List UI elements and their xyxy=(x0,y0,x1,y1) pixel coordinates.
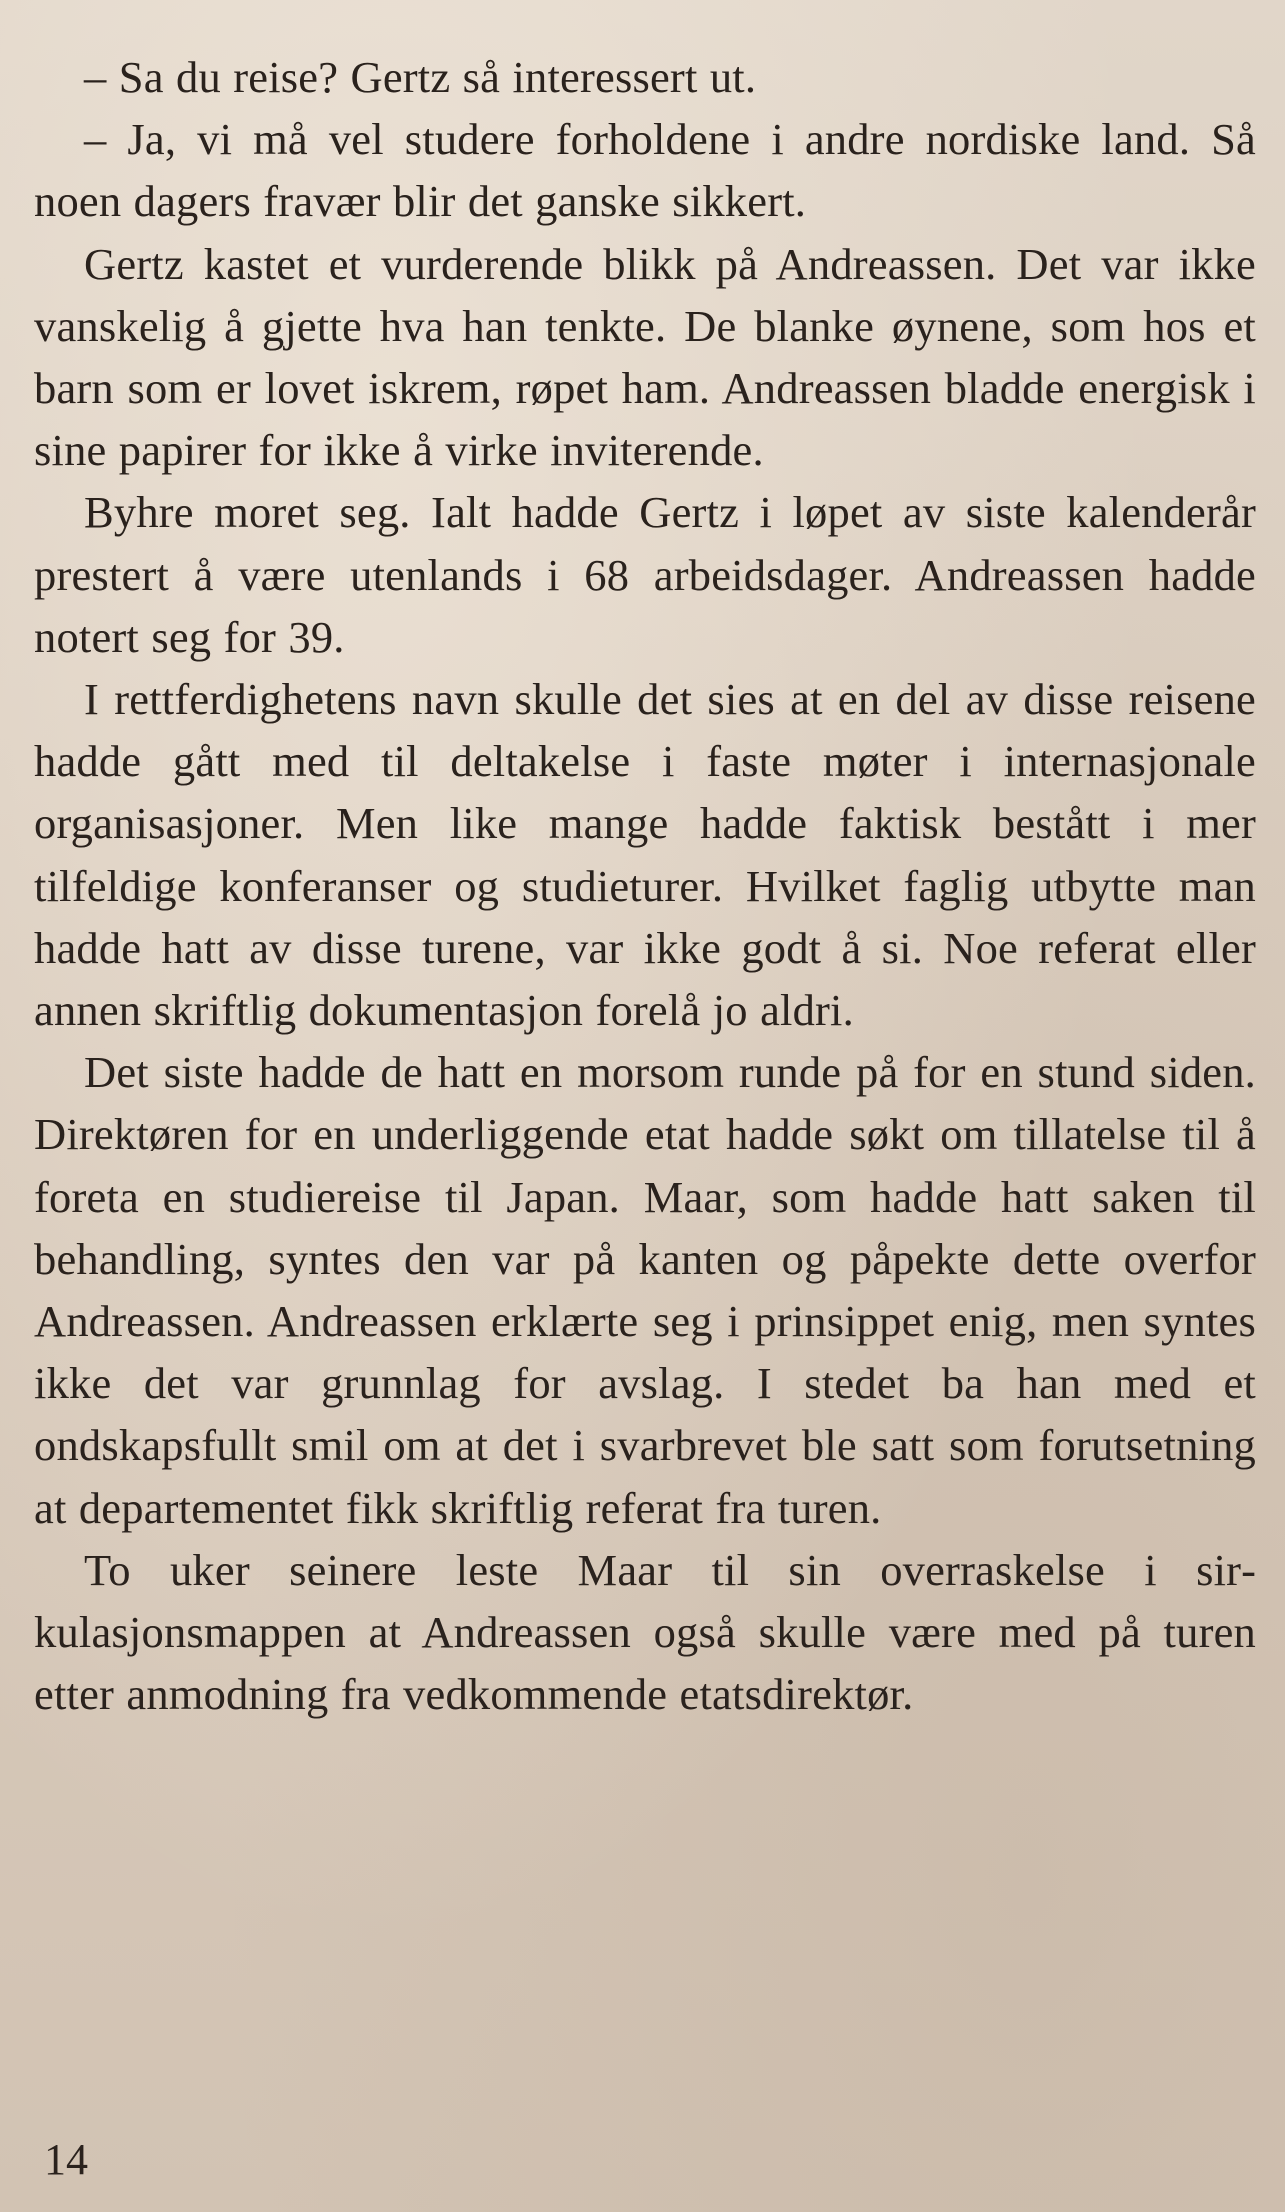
paragraph-3: Gertz kastet et vurderende blikk på Andreassen. Det var ikke vanskelig å gjette hva han tenkte. De blanke øynene, som hos et barn som er lovet iskrem, røpet ham. Andreassen bladde energisk i sine papirer for ikke å virke inviterende. xyxy=(34,238,1256,476)
paragraph-2: – Ja, vi må vel studere forholdene i andre nordiske land. Så noen dagers fravær blir det ganske sikkert. xyxy=(34,114,1256,227)
paragraph-1: – Sa du reise? Gertz så interessert ut. xyxy=(84,52,757,102)
paragraph-4: Byhre moret seg. Ialt hadde Gertz i løpet av siste kalenderår prestert å være utenlands i 68 arbeidsdager. Andreassen hadde notert seg for 39. xyxy=(34,487,1256,662)
page-number: 14 xyxy=(44,2135,88,2184)
paragraph-5: I rettferdighetens navn skulle det sies at en del av disse reisene hadde gått med til deltakelse i faste møter i internasjonale organisasjoner. Men like mange hadde faktisk bestått i mer tilfeldige konferanser og studieturer. Hvilket faglig utbytte man hadde hatt av disse turene, var ikke godt å si. Noe referat eller annen skriftlig dokumentasjon forelå jo aldri. xyxy=(34,674,1256,1036)
paragraph-7: To uker seinere leste Maar til sin overraskelse i sirkulasjonsmappen at Andreassen også skulle være med på turen etter anmodning fra vedkommende etatsdirektør. xyxy=(34,1544,1256,1720)
body-text xyxy=(34,46,1256,1725)
paragraph-6: Det siste hadde de hatt en morsom runde på for en stund siden. Direktøren for en underliggende etat hadde søkt om tillatelse til å foreta en studiereise til Japan. Maar, som hadde hatt saken til behandling, syntes den var på kanten og påpekte dette overfor Andreassen. Andreassen erklærte seg i prinsippet enig, men syntes ikke det var grunnlag for avslag. I stedet ba han med et ondskapsfullt smil om at det i svarbrevet ble satt som forutsetning at departementet fikk skriftlig referat fra turen. xyxy=(34,1047,1256,1533)
